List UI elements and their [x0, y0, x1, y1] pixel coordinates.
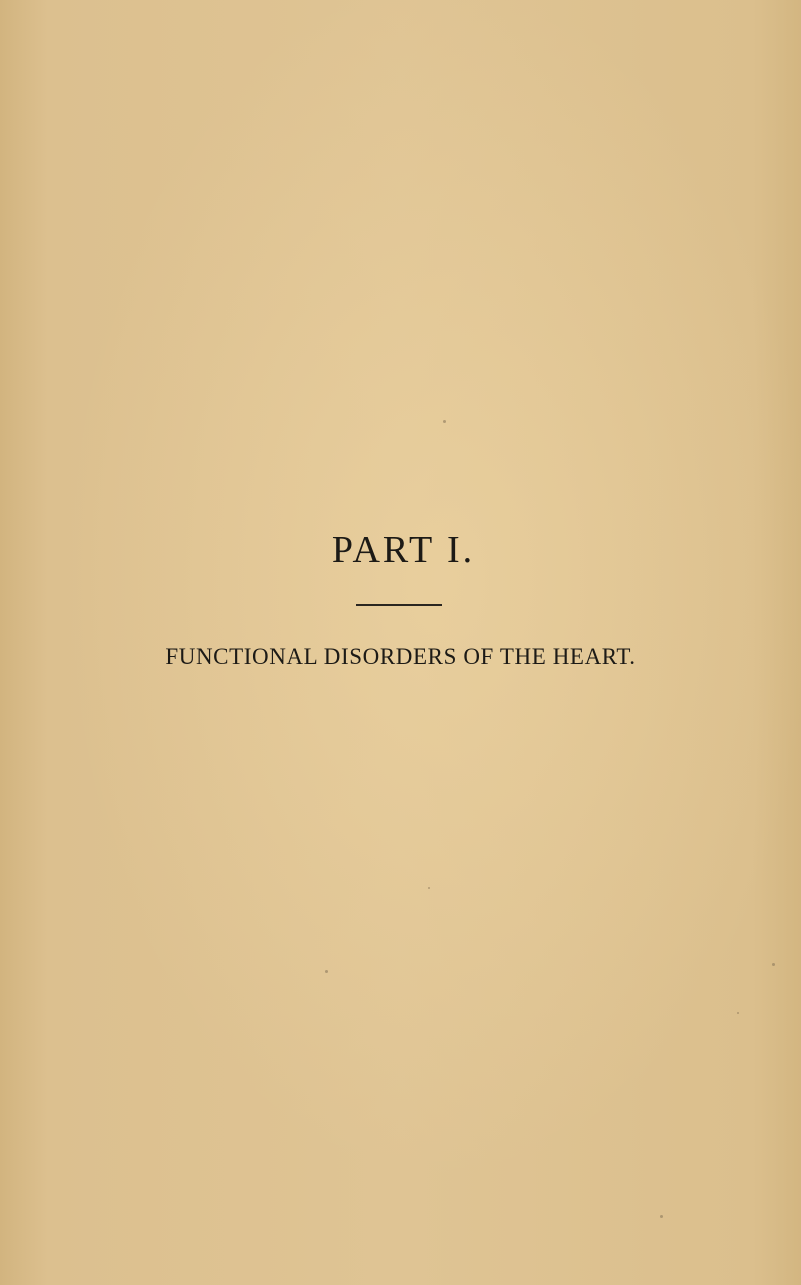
paper-speck [660, 1215, 663, 1218]
divider-rule [356, 604, 442, 606]
section-title: FUNCTIONAL DISORDERS OF THE HEART. [165, 644, 636, 669]
paper-speck [443, 420, 446, 423]
paper-speck [737, 1012, 739, 1014]
paper-speck [325, 970, 328, 973]
paper-speck [428, 887, 430, 889]
paper-speck [772, 963, 775, 966]
part-heading: PART I. [331, 529, 476, 571]
